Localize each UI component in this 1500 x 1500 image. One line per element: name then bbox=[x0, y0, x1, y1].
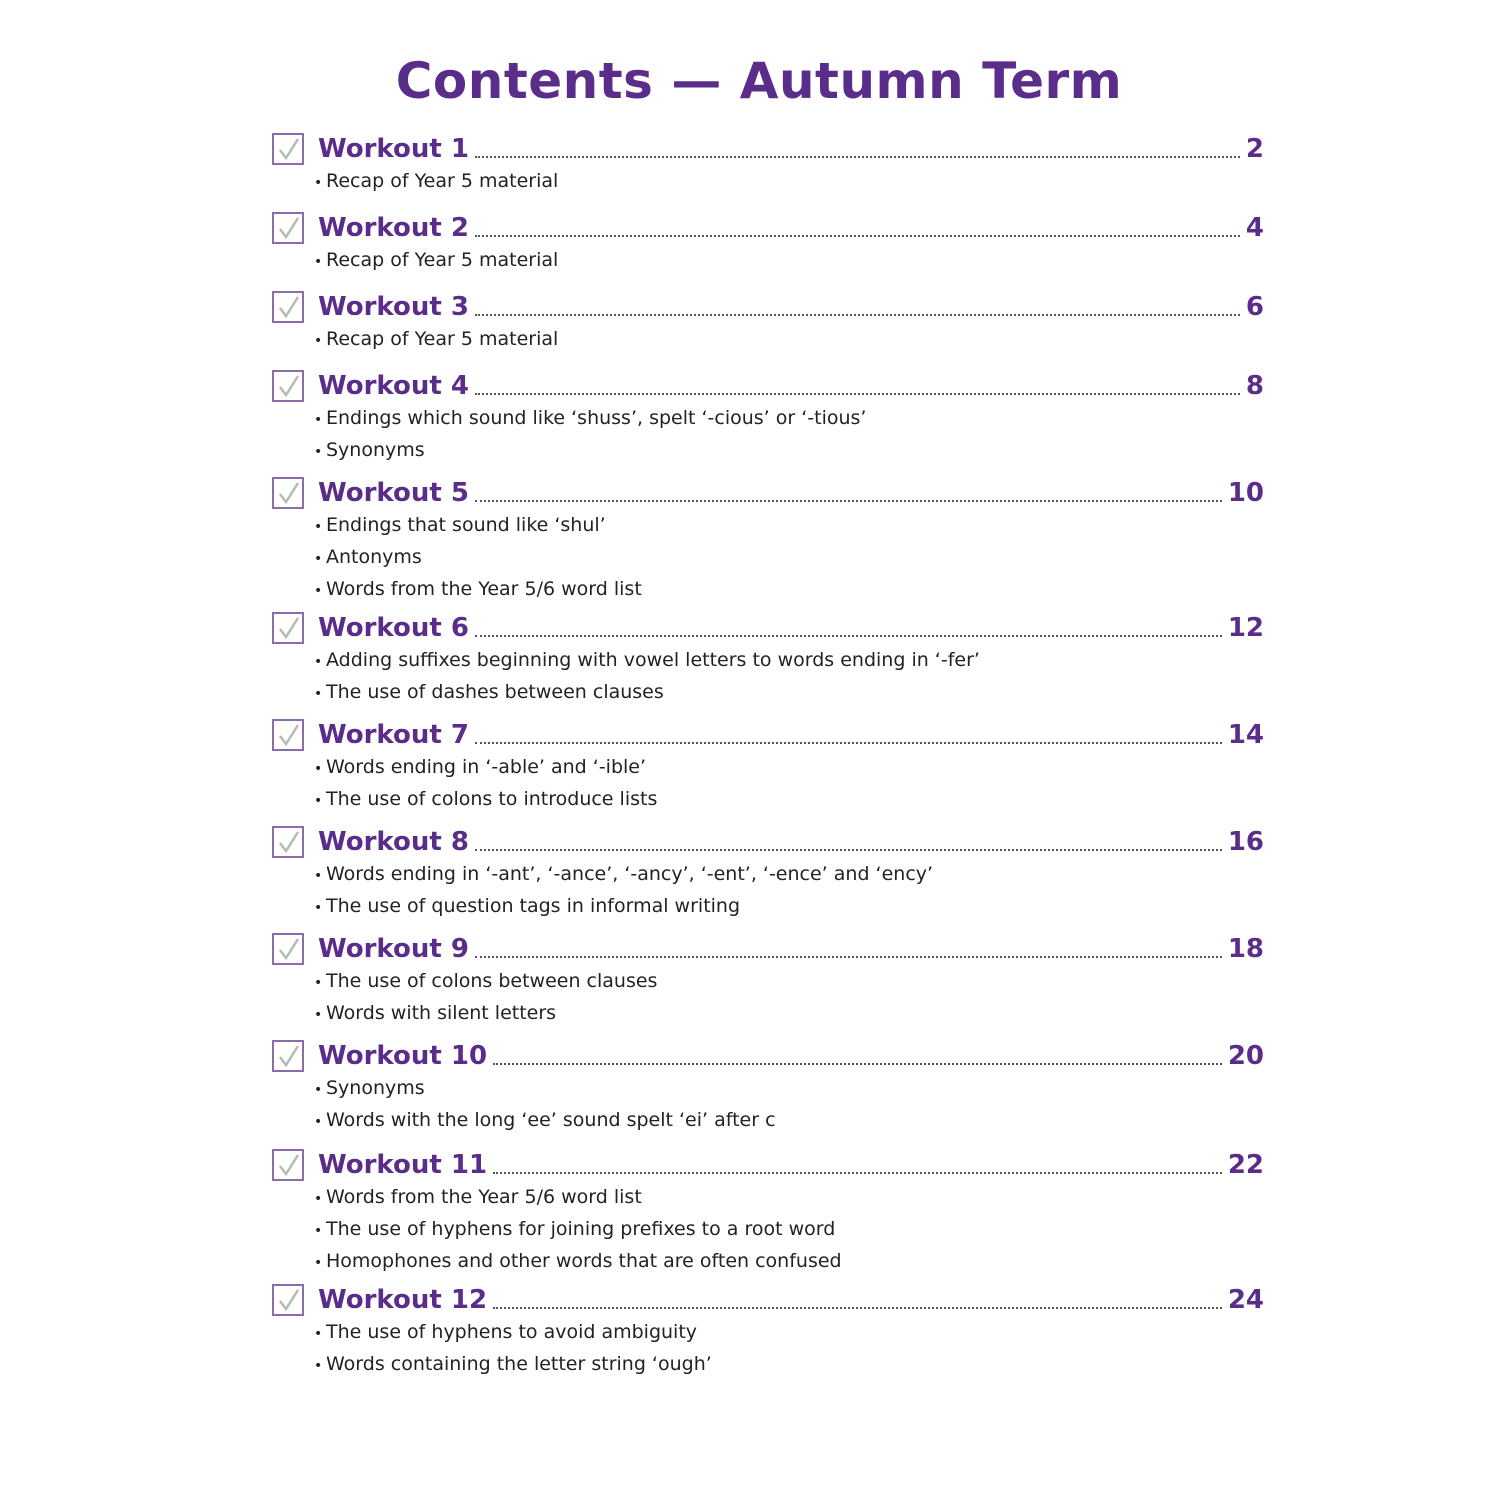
checkbox-tick-icon[interactable] bbox=[272, 933, 304, 965]
workout-entry bbox=[272, 611, 1264, 709]
workout-entry bbox=[272, 211, 1264, 277]
workout-title[interactable]: Workout 12 bbox=[318, 1285, 488, 1315]
bullet-icon: • bbox=[314, 1326, 323, 1342]
bullet-icon: • bbox=[314, 975, 323, 991]
dot-leader bbox=[475, 155, 1240, 158]
bullet-icon: • bbox=[314, 333, 323, 349]
workout-title[interactable]: Workout 2 bbox=[318, 213, 469, 243]
dot-leader bbox=[475, 741, 1222, 744]
page-number: 14 bbox=[1227, 720, 1264, 750]
workout-entry bbox=[272, 1039, 1264, 1137]
bullet-icon: • bbox=[314, 868, 323, 884]
topic-item: • Homophones and other words that are often confused bbox=[314, 1246, 1264, 1278]
bullet-icon: • bbox=[314, 1114, 323, 1130]
topic-item: • Adding suffixes beginning with vowel letters to words ending in ‘-fer’ bbox=[314, 645, 1264, 677]
workout-title[interactable]: Workout 1 bbox=[318, 134, 469, 164]
workout-title[interactable]: Workout 9 bbox=[318, 934, 469, 964]
bullet-icon: • bbox=[314, 1223, 323, 1239]
topic-item: • Recap of Year 5 material bbox=[314, 166, 1264, 198]
checkbox-tick-icon[interactable] bbox=[272, 370, 304, 402]
bullet-icon: • bbox=[314, 1191, 323, 1207]
workout-entry bbox=[272, 369, 1264, 467]
bullet-icon: • bbox=[314, 254, 323, 270]
bullet-icon: • bbox=[314, 761, 323, 777]
dot-leader bbox=[493, 1171, 1222, 1174]
topic-item: • Words with the long ‘ee’ sound spelt ‘ei’ after c bbox=[314, 1105, 1264, 1137]
checkbox-tick-icon[interactable] bbox=[272, 719, 304, 751]
workout-title[interactable]: Workout 6 bbox=[318, 613, 469, 643]
checkbox-tick-icon[interactable] bbox=[272, 612, 304, 644]
bullet-icon: • bbox=[314, 1082, 323, 1098]
bullet-icon: • bbox=[314, 1358, 323, 1374]
page-number: 16 bbox=[1227, 827, 1264, 857]
topic-item: • Antonyms bbox=[314, 542, 1264, 574]
checkbox-tick-icon[interactable] bbox=[272, 1149, 304, 1181]
bullet-icon: • bbox=[314, 1255, 323, 1271]
workout-entry bbox=[272, 1148, 1264, 1278]
page-number: 10 bbox=[1227, 478, 1264, 508]
topic-item: • Synonyms bbox=[314, 435, 1264, 467]
workout-entry bbox=[272, 718, 1264, 816]
topic-item: • Synonyms bbox=[314, 1073, 1264, 1105]
bullet-icon: • bbox=[314, 519, 323, 535]
page-number: 12 bbox=[1227, 613, 1264, 643]
checkbox-tick-icon[interactable] bbox=[272, 291, 304, 323]
checkbox-tick-icon[interactable] bbox=[272, 1284, 304, 1316]
dot-leader bbox=[475, 234, 1240, 237]
page-number: 2 bbox=[1245, 134, 1264, 164]
topic-item: • Words from the Year 5/6 word list bbox=[314, 1182, 1264, 1214]
topic-item: • The use of colons between clauses bbox=[314, 966, 1264, 998]
topic-item: • The use of colons to introduce lists bbox=[314, 784, 1264, 816]
topic-item: • Words ending in ‘-able’ and ‘-ible’ bbox=[314, 752, 1264, 784]
workout-entry bbox=[272, 132, 1264, 198]
topic-item: • Words with silent letters bbox=[314, 998, 1264, 1030]
topic-item: • The use of question tags in informal writing bbox=[314, 891, 1264, 923]
page-number: 6 bbox=[1245, 292, 1264, 322]
workout-title[interactable]: Workout 8 bbox=[318, 827, 469, 857]
bullet-icon: • bbox=[314, 1007, 323, 1023]
dot-leader bbox=[475, 392, 1240, 395]
bullet-icon: • bbox=[314, 412, 323, 428]
workout-title[interactable]: Workout 7 bbox=[318, 720, 469, 750]
topic-item: • The use of hyphens for joining prefixes to a root word bbox=[314, 1214, 1264, 1246]
topic-item: • The use of hyphens to avoid ambiguity bbox=[314, 1317, 1264, 1349]
topic-item: • The use of dashes between clauses bbox=[314, 677, 1264, 709]
topic-item: • Recap of Year 5 material bbox=[314, 324, 1264, 356]
workout-title[interactable]: Workout 4 bbox=[318, 371, 469, 401]
page-number: 24 bbox=[1227, 1285, 1264, 1315]
bullet-icon: • bbox=[314, 175, 323, 191]
workout-title[interactable]: Workout 3 bbox=[318, 292, 469, 322]
page-number: 20 bbox=[1227, 1041, 1264, 1071]
dot-leader bbox=[493, 1062, 1222, 1065]
topic-item: • Endings which sound like ‘shuss’, spelt ‘-cious’ or ‘-tious’ bbox=[314, 403, 1264, 435]
topic-item: • Words from the Year 5/6 word list bbox=[314, 574, 1264, 606]
bullet-icon: • bbox=[314, 444, 323, 460]
workout-entry bbox=[272, 290, 1264, 356]
checkbox-tick-icon[interactable] bbox=[272, 212, 304, 244]
dot-leader bbox=[475, 313, 1240, 316]
topic-item: • Words ending in ‘-ant’, ‘-ance’, ‘-ancy’, ‘-ent’, ‘-ence’ and ‘ency’ bbox=[314, 859, 1264, 891]
dot-leader bbox=[475, 848, 1222, 851]
workout-entry bbox=[272, 476, 1264, 606]
workout-entry bbox=[272, 1283, 1264, 1381]
page-number: 4 bbox=[1245, 213, 1264, 243]
dot-leader bbox=[475, 499, 1222, 502]
workout-title[interactable]: Workout 10 bbox=[318, 1041, 488, 1071]
page-number: 18 bbox=[1227, 934, 1264, 964]
checkbox-tick-icon[interactable] bbox=[272, 826, 304, 858]
bullet-icon: • bbox=[314, 654, 323, 670]
page-number: 22 bbox=[1227, 1150, 1264, 1180]
page-title: Contents — Autumn Term bbox=[395, 52, 1123, 110]
bullet-icon: • bbox=[314, 686, 323, 702]
topic-item: • Recap of Year 5 material bbox=[314, 245, 1264, 277]
workout-entry bbox=[272, 825, 1264, 923]
bullet-icon: • bbox=[314, 551, 323, 567]
checkbox-tick-icon[interactable] bbox=[272, 477, 304, 509]
workout-entry bbox=[272, 932, 1264, 1030]
workout-title[interactable]: Workout 11 bbox=[318, 1150, 488, 1180]
bullet-icon: • bbox=[314, 583, 323, 599]
bullet-icon: • bbox=[314, 900, 323, 916]
checkbox-tick-icon[interactable] bbox=[272, 1040, 304, 1072]
workout-title[interactable]: Workout 5 bbox=[318, 478, 469, 508]
dot-leader bbox=[493, 1306, 1222, 1309]
dot-leader bbox=[475, 634, 1222, 637]
topic-item: • Words containing the letter string ‘ough’ bbox=[314, 1349, 1264, 1381]
dot-leader bbox=[475, 955, 1222, 958]
page-number: 8 bbox=[1245, 371, 1264, 401]
topic-item: • Endings that sound like ‘shul’ bbox=[314, 510, 1264, 542]
checkbox-tick-icon[interactable] bbox=[272, 133, 304, 165]
bullet-icon: • bbox=[314, 793, 323, 809]
